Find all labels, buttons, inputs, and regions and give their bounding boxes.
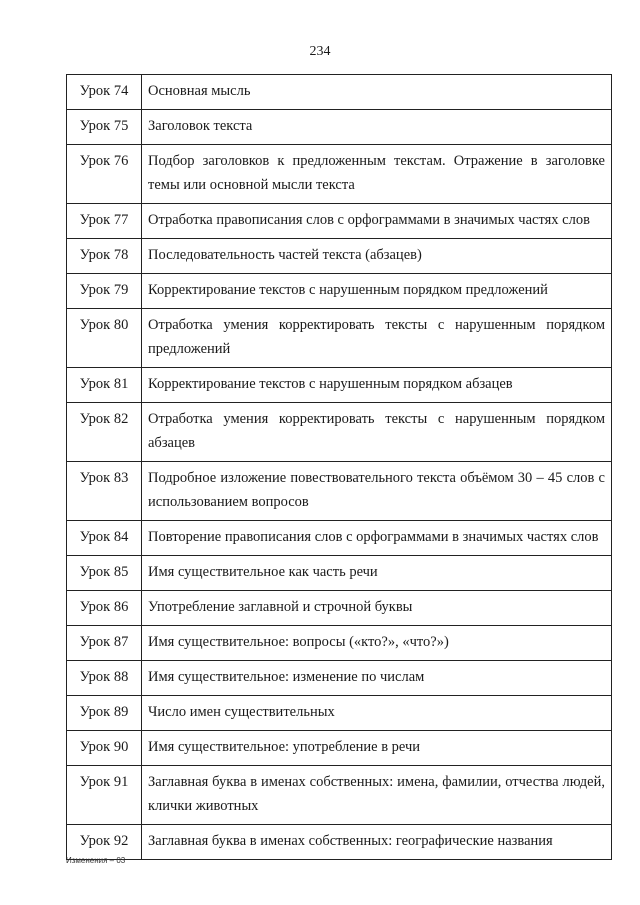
lesson-number: Урок 89 bbox=[67, 696, 142, 731]
lesson-topic: Имя существительное: вопросы («кто?», «что?») bbox=[142, 626, 612, 661]
table-row bbox=[67, 145, 612, 204]
table-row bbox=[67, 591, 612, 626]
lesson-number: Урок 81 bbox=[67, 368, 142, 403]
lesson-topic: Имя существительное: употребление в речи bbox=[142, 731, 612, 766]
table-row bbox=[67, 110, 612, 145]
table-row bbox=[67, 368, 612, 403]
lesson-topic: Подбор заголовков к предложенным текстам. Отражение в заголовке темы или основной мысли текста bbox=[142, 145, 612, 204]
lesson-topic: Подробное изложение повествовательного текста объёмом 30 – 45 слов с использованием вопросов bbox=[142, 462, 612, 521]
table-row bbox=[67, 403, 612, 462]
table-row bbox=[67, 556, 612, 591]
lesson-number: Урок 83 bbox=[67, 462, 142, 521]
lesson-topic: Корректирование текстов с нарушенным порядком предложений bbox=[142, 274, 612, 309]
lesson-topic: Отработка умения корректировать тексты с нарушенным порядком абзацев bbox=[142, 403, 612, 462]
lesson-topic: Основная мысль bbox=[142, 75, 612, 110]
lesson-number: Урок 78 bbox=[67, 239, 142, 274]
table-row bbox=[67, 462, 612, 521]
table-row bbox=[67, 661, 612, 696]
lesson-number: Урок 91 bbox=[67, 766, 142, 825]
lesson-table-body bbox=[67, 75, 612, 860]
lesson-topic: Имя существительное как часть речи bbox=[142, 556, 612, 591]
page-number: 234 bbox=[309, 44, 331, 59]
lesson-number: Урок 74 bbox=[67, 75, 142, 110]
lesson-topic: Заголовок текста bbox=[142, 110, 612, 145]
table-row bbox=[67, 309, 612, 368]
lesson-number: Урок 85 bbox=[67, 556, 142, 591]
lesson-topic: Отработка правописания слов с орфограммами в значимых частях слов bbox=[142, 204, 612, 239]
lesson-topic: Заглавная буква в именах собственных: географические названия bbox=[142, 825, 612, 860]
table-row bbox=[67, 731, 612, 766]
lesson-number: Урок 76 bbox=[67, 145, 142, 204]
lesson-number: Урок 92 bbox=[67, 825, 142, 860]
lesson-topic: Отработка умения корректировать тексты с нарушенным порядком предложений bbox=[142, 309, 612, 368]
lesson-topic: Последовательность частей текста (абзацев) bbox=[142, 239, 612, 274]
lesson-topic: Повторение правописания слов с орфограммами в значимых частях слов bbox=[142, 521, 612, 556]
table-row bbox=[67, 696, 612, 731]
table-row bbox=[67, 239, 612, 274]
table-row bbox=[67, 825, 612, 860]
lesson-number: Урок 88 bbox=[67, 661, 142, 696]
lesson-number: Урок 82 bbox=[67, 403, 142, 462]
table-row bbox=[67, 626, 612, 661]
footer-revision: Изменения – 03 bbox=[66, 856, 126, 865]
lesson-topic: Заглавная буква в именах собственных: имена, фамилии, отчества людей, клички животных bbox=[142, 766, 612, 825]
lesson-number: Урок 90 bbox=[67, 731, 142, 766]
lesson-table bbox=[66, 74, 612, 860]
lesson-number: Урок 80 bbox=[67, 309, 142, 368]
table-row bbox=[67, 274, 612, 309]
lesson-topic: Имя существительное: изменение по числам bbox=[142, 661, 612, 696]
table-row bbox=[67, 521, 612, 556]
table-row bbox=[67, 75, 612, 110]
lesson-number: Урок 84 bbox=[67, 521, 142, 556]
table-row bbox=[67, 766, 612, 825]
lesson-topic: Число имен существительных bbox=[142, 696, 612, 731]
lesson-number: Урок 86 bbox=[67, 591, 142, 626]
lesson-number: Урок 79 bbox=[67, 274, 142, 309]
table-row bbox=[67, 204, 612, 239]
lesson-number: Урок 77 bbox=[67, 204, 142, 239]
lesson-topic: Корректирование текстов с нарушенным порядком абзацев bbox=[142, 368, 612, 403]
lesson-topic: Употребление заглавной и строчной буквы bbox=[142, 591, 612, 626]
lesson-number: Урок 75 bbox=[67, 110, 142, 145]
lesson-number: Урок 87 bbox=[67, 626, 142, 661]
